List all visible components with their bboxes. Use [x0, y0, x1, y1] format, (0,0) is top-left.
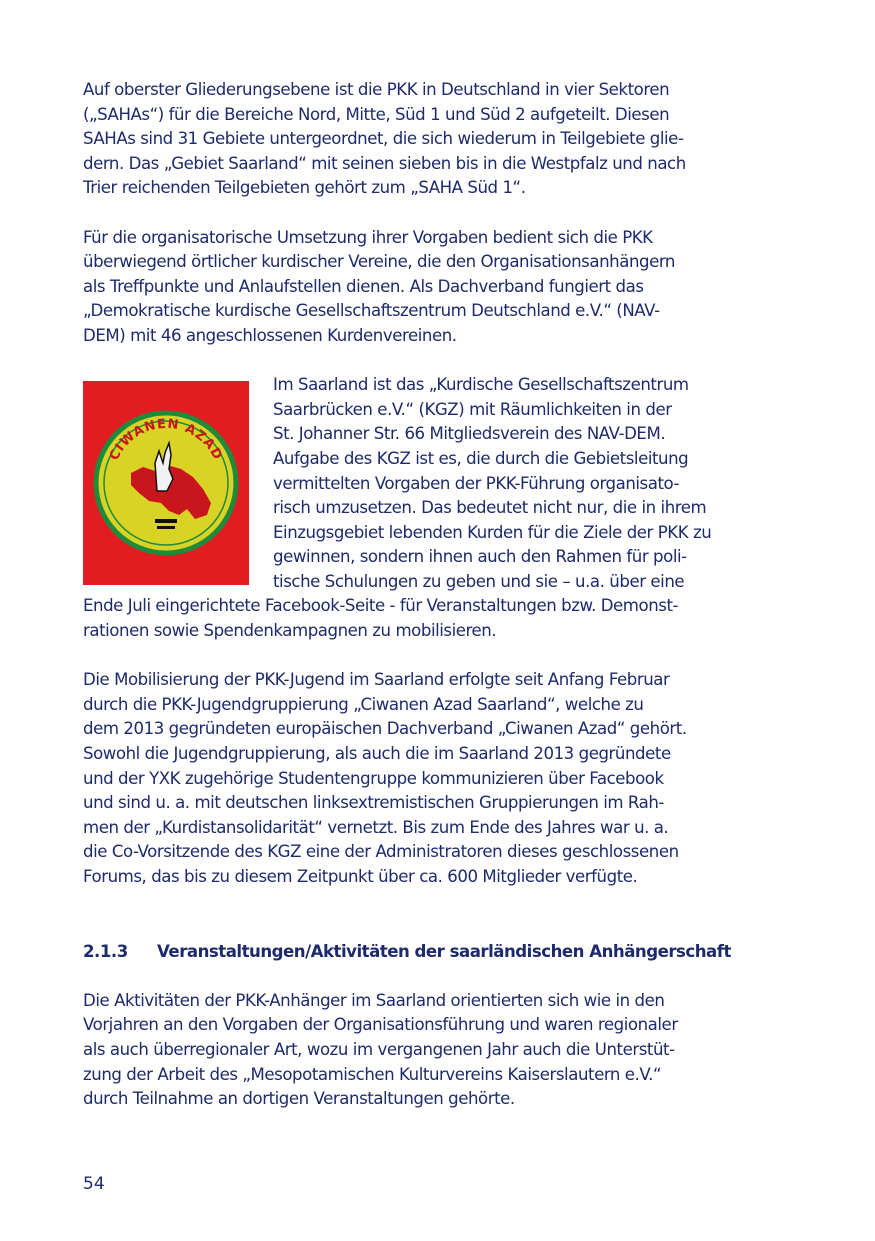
paragraph-4: [83, 668, 793, 889]
text-line: vermittelten Vorgaben der PKK-Führung organisato-: [273, 473, 680, 493]
text-line: und der YXK zugehörige Studentengruppe kommunizieren über Facebook: [83, 768, 664, 788]
paragraph-5: [83, 989, 793, 1112]
text-line: tische Schulungen zu geben und sie – u.a. über eine: [273, 571, 685, 591]
paragraph-2: [83, 226, 793, 349]
text-line: SAHAs sind 31 Gebiete untergeordnet, die sich wiederum in Teilgebiete glie-: [83, 129, 684, 149]
text-line: DEM) mit 46 angeschlossenen Kurdenvereinen.: [83, 325, 457, 345]
section-number: 2.1.3: [83, 941, 128, 961]
text-line: gewinnen, sondern ihnen auch den Rahmen für poli-: [273, 547, 687, 567]
text-line: durch die PKK-Jugendgruppierung „Ciwanen Azad Saarland“, welche zu: [83, 694, 644, 714]
text-line: dem 2013 gegründeten europäischen Dachverband „Ciwanen Azad“ gehört.: [83, 719, 687, 739]
text-line: Vorjahren an den Vorgaben der Organisationsführung und waren regionaler: [83, 1015, 678, 1035]
text-line: als Treffpunkte und Anlaufstellen dienen. Als Dachverband fungiert das: [83, 276, 644, 296]
section-heading: [83, 940, 793, 965]
text-line: und sind u. a. mit deutschen linksextremistischen Gruppierungen im Rah-: [83, 793, 664, 813]
text-line: Die Aktivitäten der PKK-Anhänger im Saarland orientierten sich wie in den: [83, 990, 665, 1010]
text-line: Forums, das bis zu diesem Zeitpunkt über ca. 600 Mitglieder verfügte.: [83, 867, 638, 886]
ciwanen-azad-logo: [83, 381, 249, 585]
text-line: Für die organisatorische Umsetzung ihrer Vorgaben bedient sich die PKK: [83, 227, 653, 247]
text-line: als auch überregionaler Art, wozu im vergangenen Jahr auch die Unterstüt-: [83, 1039, 675, 1059]
text-line: zung der Arbeit des „Mesopotamischen Kulturvereins Kaiserslautern e.V.“: [83, 1064, 662, 1084]
text-line: Im Saarland ist das „Kurdische Gesellschaftszentrum: [273, 375, 689, 395]
text-line: die Co-Vorsitzende des KGZ eine der Administratoren dieses geschlossenen: [83, 842, 679, 862]
page-body: [83, 78, 793, 1112]
page-number: 54: [83, 1174, 105, 1194]
text-line: („SAHAs“) für die Bereiche Nord, Mitte, Süd 1 und Süd 2 aufgeteilt. Diesen: [83, 104, 670, 124]
text-line: „Demokratische kurdische Gesellschaftszentrum Deutschland e.V.“ (NAV-: [83, 301, 660, 321]
text-line: durch Teilnahme an dortigen Veranstaltungen gehörte.: [83, 1089, 515, 1109]
text-line: überwiegend örtlicher kurdischer Vereine, die den Organisationsanhängern: [83, 252, 675, 272]
text-line: Die Mobilisierung der PKK-Jugend im Saarland erfolgte seit Anfang Februar: [83, 670, 670, 690]
section-title: Veranstaltungen/Aktivitäten der saarländischen Anhängerschaft: [157, 941, 731, 961]
text-line: St. Johanner Str. 66 Mitgliedsverein des NAV-DEM.: [273, 424, 666, 444]
logo-arc-text: CIWANEN AZAD: [106, 416, 226, 464]
text-line: Saarbrücken e.V.“ (KGZ) mit Räumlichkeiten in der: [273, 399, 672, 419]
text-line: risch umzusetzen. Das bedeutet nicht nur, die in ihrem: [273, 498, 707, 518]
paragraph-3: [83, 373, 793, 644]
text-line: Trier reichenden Teilgebieten gehört zum „SAHA Süd 1“.: [83, 178, 526, 198]
text-line: Sowohl die Jugendgruppierung, als auch die im Saarland 2013 gegründete: [83, 744, 671, 764]
text-line: dern. Das „Gebiet Saarland“ mit seinen sieben bis in die Westpfalz und nach: [83, 153, 686, 173]
text-line: Einzugsgebiet lebenden Kurden für die Ziele der PKK zu: [273, 522, 712, 542]
text-line: Auf oberster Gliederungsebene ist die PKK in Deutschland in vier Sektoren: [83, 80, 670, 99]
paragraph-1: [83, 78, 793, 201]
text-line: Aufgabe des KGZ ist es, die durch die Gebietsleitung: [273, 448, 689, 468]
text-line: men der „Kurdistansolidarität“ vernetzt. Bis zum Ende des Jahres war u. a.: [83, 817, 669, 837]
text-line: Ende Juli eingerichtete Facebook-Seite - für Veranstaltungen bzw. Demonst-: [83, 596, 679, 616]
text-line: rationen sowie Spendenkampagnen zu mobilisieren.: [83, 621, 497, 641]
